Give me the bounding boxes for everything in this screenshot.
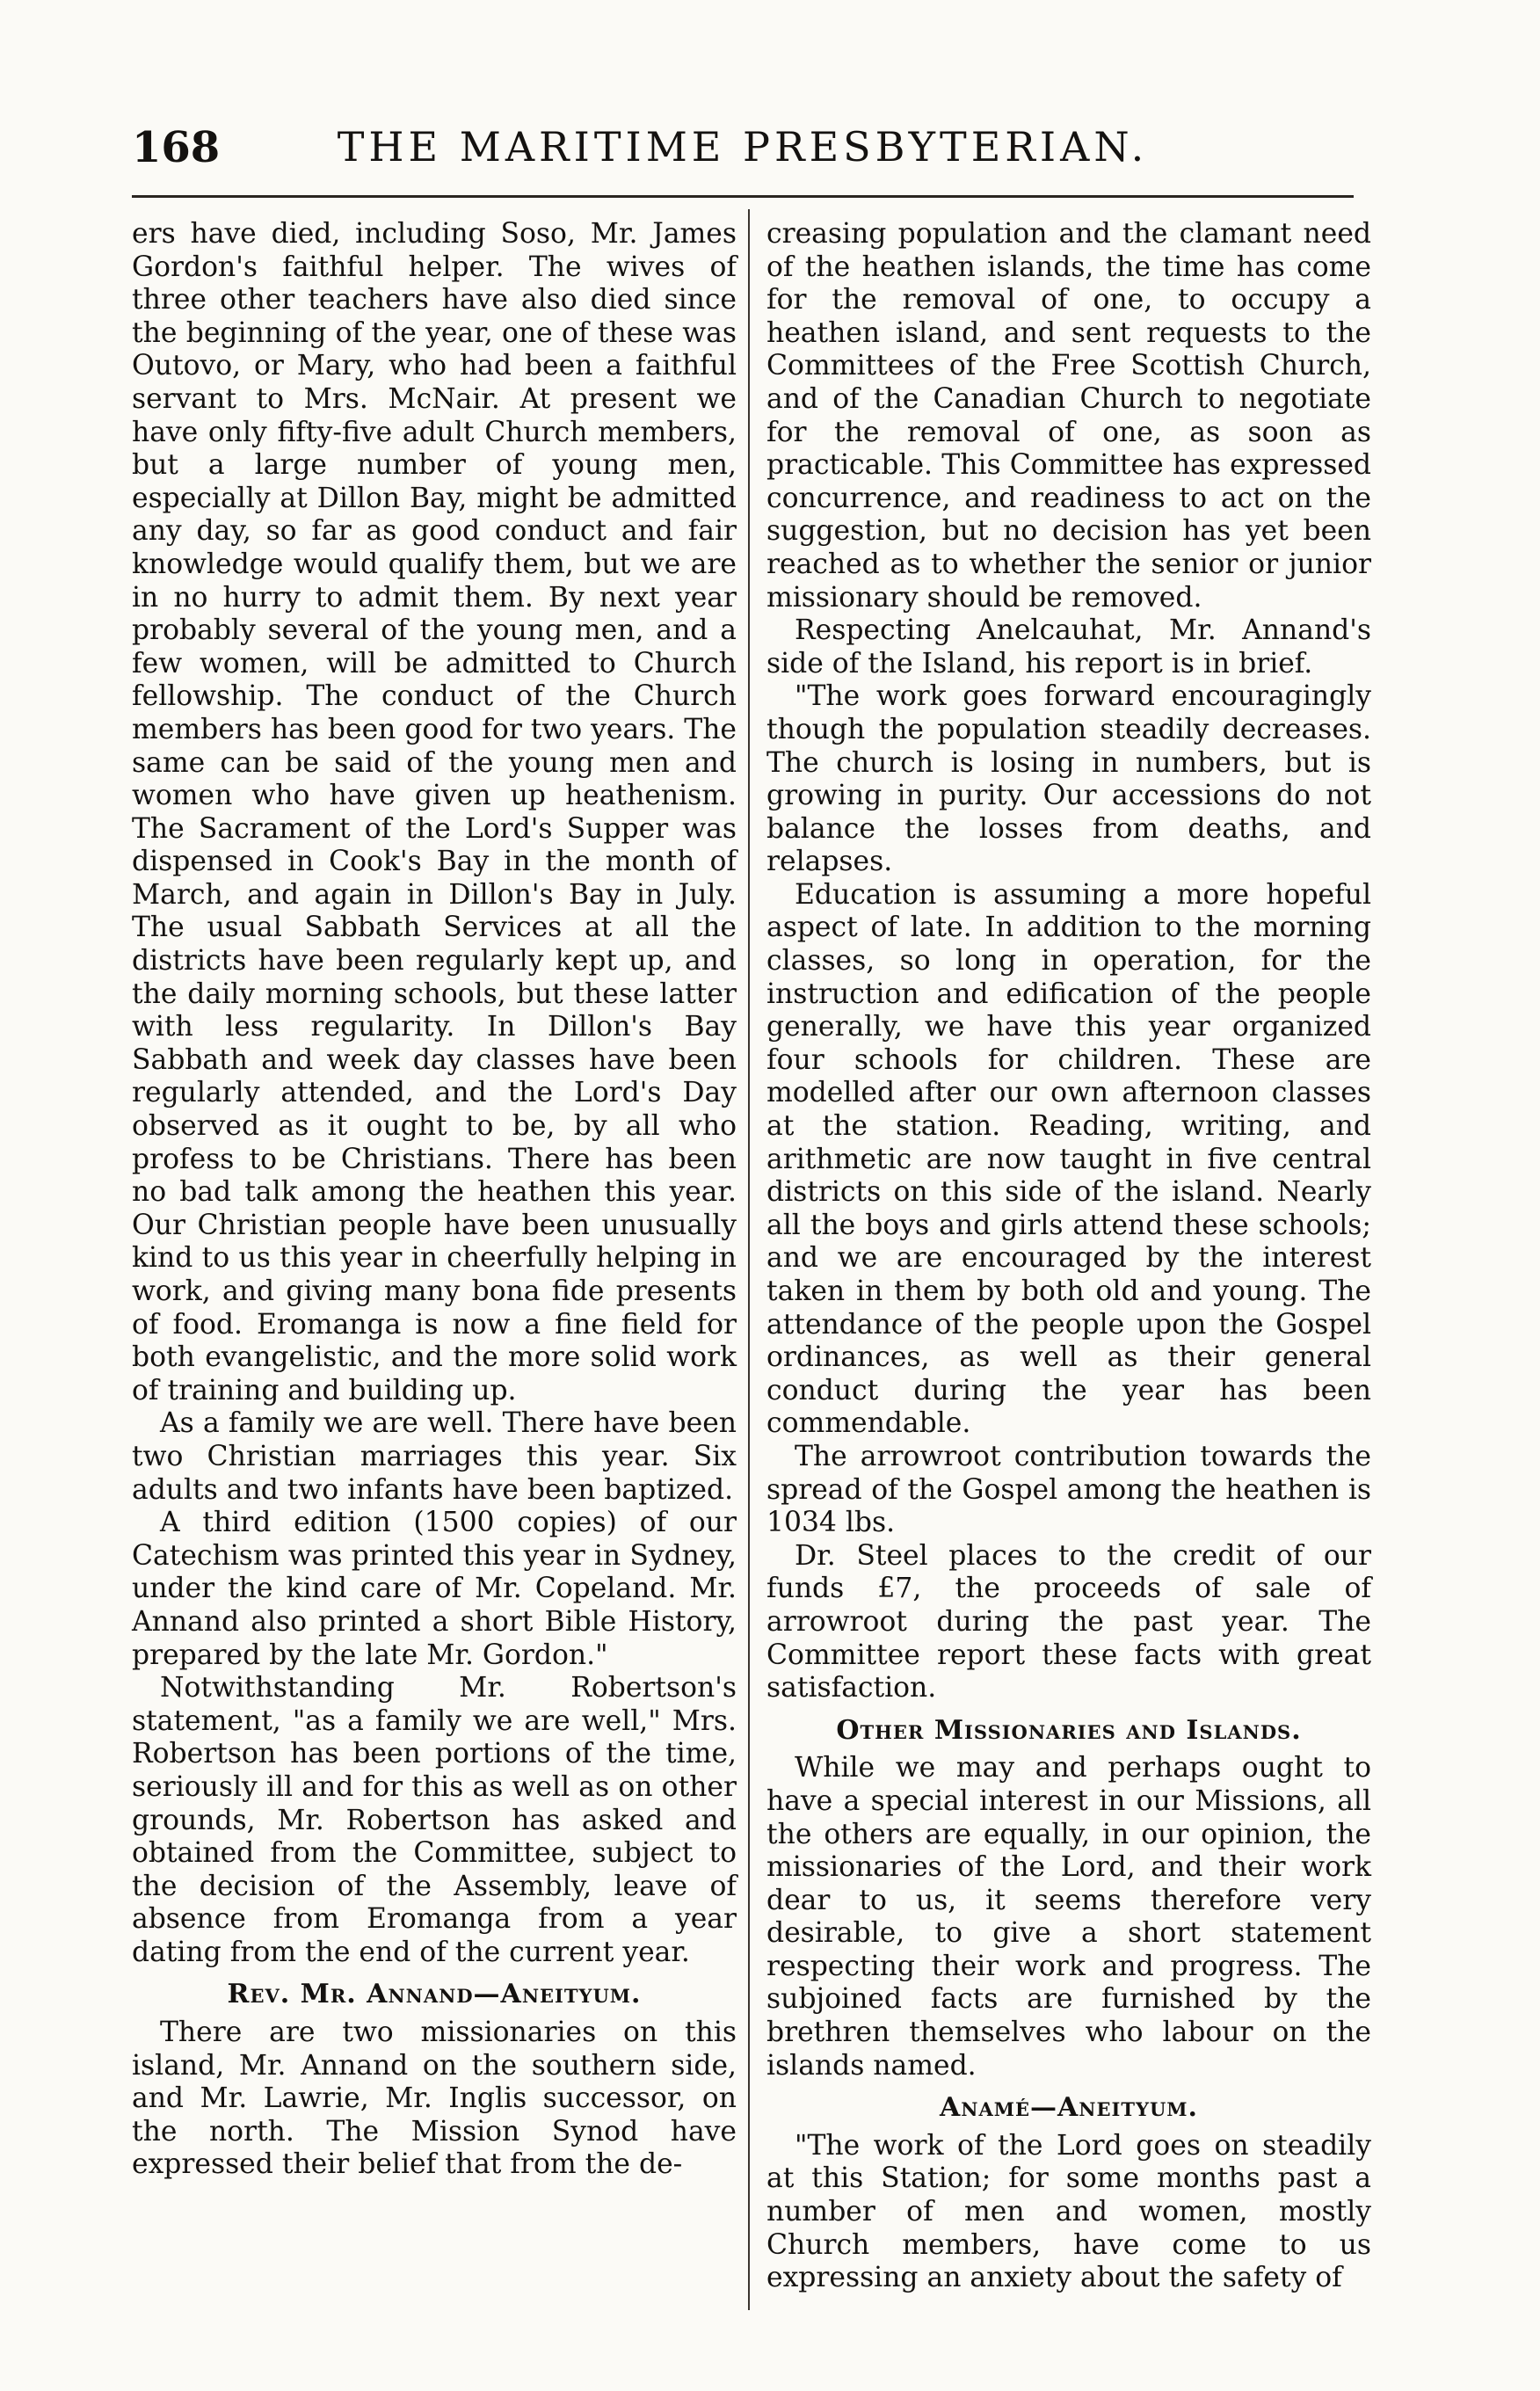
left-column [132, 218, 737, 2182]
paragraph: There are two missionaries on this island, Mr. Annand on the southern side, and Mr. Lawrie, Mr. Inglis successor, on the north. The Mission Synod have expressed their belief that from the de- [132, 2017, 737, 2181]
running-head-title: THE MARITIME PRESBYTERIAN. [337, 123, 1149, 171]
paragraph: "The work goes forward encouragingly though the population steadily decreases. The church is losing in numbers, but is growing in purity. Our accessions do not balance the losses from deaths, and relapses. [766, 680, 1371, 878]
paragraph: Dr. Steel places to the credit of our funds £7, the proceeds of sale of arrowroot during the past year. The Committee report these facts with great satisfaction. [766, 1539, 1371, 1704]
header-rule [132, 195, 1354, 198]
paragraph: "The work of the Lord goes on steadily at this Station; for some months past a number of men and women, mostly Church members, have come to us expressing an anxiety about the safety of [766, 2129, 1371, 2294]
page-number: 168 [132, 123, 221, 172]
right-column [766, 218, 1371, 2295]
page-header [132, 123, 1354, 185]
paragraph: Respecting Anelcauhat, Mr. Annand's side of the Island, his report is in brief. [766, 614, 1371, 680]
paragraph: Notwithstanding Mr. Robertson's statement, "as a family we are well," Mrs. Robertson has been portions of the time, seriously ill and for this as well as on other grounds, Mr. Robertson has asked and obtained from the Committee, subject to the decision of the Assembly, leave of absence from Eromanga from a year dating from the end of the current year. [132, 1672, 737, 1968]
paragraph: While we may and perhaps ought to have a special interest in our Missions, all the others are equally, in our opinion, the missionaries of the Lord, and their work dear to us, it seems therefore very desirable, to give a short statement respecting their work and progress. The subjoined facts are furnished by the brethren themselves who labour on the islands named. [766, 1752, 1371, 2082]
paragraph: As a family we are well. There have been two Christian marriages this year. Six adults and two infants have been baptized. [132, 1407, 737, 1506]
section-heading: Other Missionaries and Islands. [836, 1714, 1302, 1746]
section-heading: Rev. Mr. Annand—Aneityum. [227, 1979, 642, 2010]
paragraph: A third edition (1500 copies) of our Catechism was printed this year in Sydney, under the kind care of Mr. Copeland. Mr. Annand also printed a short Bible History, prepared by the late Mr. Gordon." [132, 1507, 737, 1671]
paragraph: ers have died, including Soso, Mr. James Gordon's faithful helper. The wives of three other teachers have also died since the beginning of the year, one of these was Outovo, or Mary, who had been a faithful servant to Mrs. McNair. At present we have only fifty-five adult Church members, but a large number of young men, especially at Dillon Bay, might be admitted any day, so far as good conduct and fair knowledge would qualify them, but we are in no hurry to admit them. By next year probably several of the young men, and a few women, will be admitted to Church fellowship. The conduct of the Church members has been good for two years. The same can be said of the young men and women who have given up heathenism. The Sacrament of the Lord's Supper was dispensed in Cook's Bay in the month of March, and again in Dillon's Bay in July. The usual Sabbath Services at all the districts have been regularly kept up, and the daily morning schools, but these latter with less regularity. In Dillon's Bay Sabbath and week day classes have been regularly attended, and the Lord's Day observed as it ought to be, by all who profess to be Christians. There has been no bad talk among the heathen this year. Our Christian people have been unusually kind to us this year in cheerfully helping in work, and giving many bona fide presents of food. Eromanga is now a fine field for both evangelistic, and the more solid work of training and building up. [132, 218, 737, 1406]
column-divider [748, 209, 750, 2310]
paragraph: creasing population and the clamant need of the heathen islands, the time has come for the removal of one, to occupy a heathen island, and sent requests to the Committees of the Free Scottish Church, and of the Canadian Church to negotiate for the removal of one, as soon as practicable. This Committee has expressed concurrence, and readiness to act on the suggestion, but no decision has yet been reached as to whether the senior or junior missionary should be removed. [766, 218, 1371, 614]
paragraph: The arrowroot contribution towards the spread of the Gospel among the heathen is 1034 lbs. [766, 1440, 1371, 1539]
paragraph: Education is assuming a more hopeful aspect of late. In addition to the morning classes, so long in operation, for the instruction and edification of the people generally, we have this year organized four schools for children. These are modelled after our own afternoon classes at the station. Reading, writing, and arithmetic are now taught in five central districts on this side of the island. Nearly all the boys and girls attend these schools; and we are encouraged by the interest taken in them by both old and young. The attendance of the people upon the Gospel ordinances, as well as their general conduct during the year has been commendable. [766, 878, 1371, 1440]
section-heading: Anamé—Aneityum. [940, 2092, 1198, 2124]
